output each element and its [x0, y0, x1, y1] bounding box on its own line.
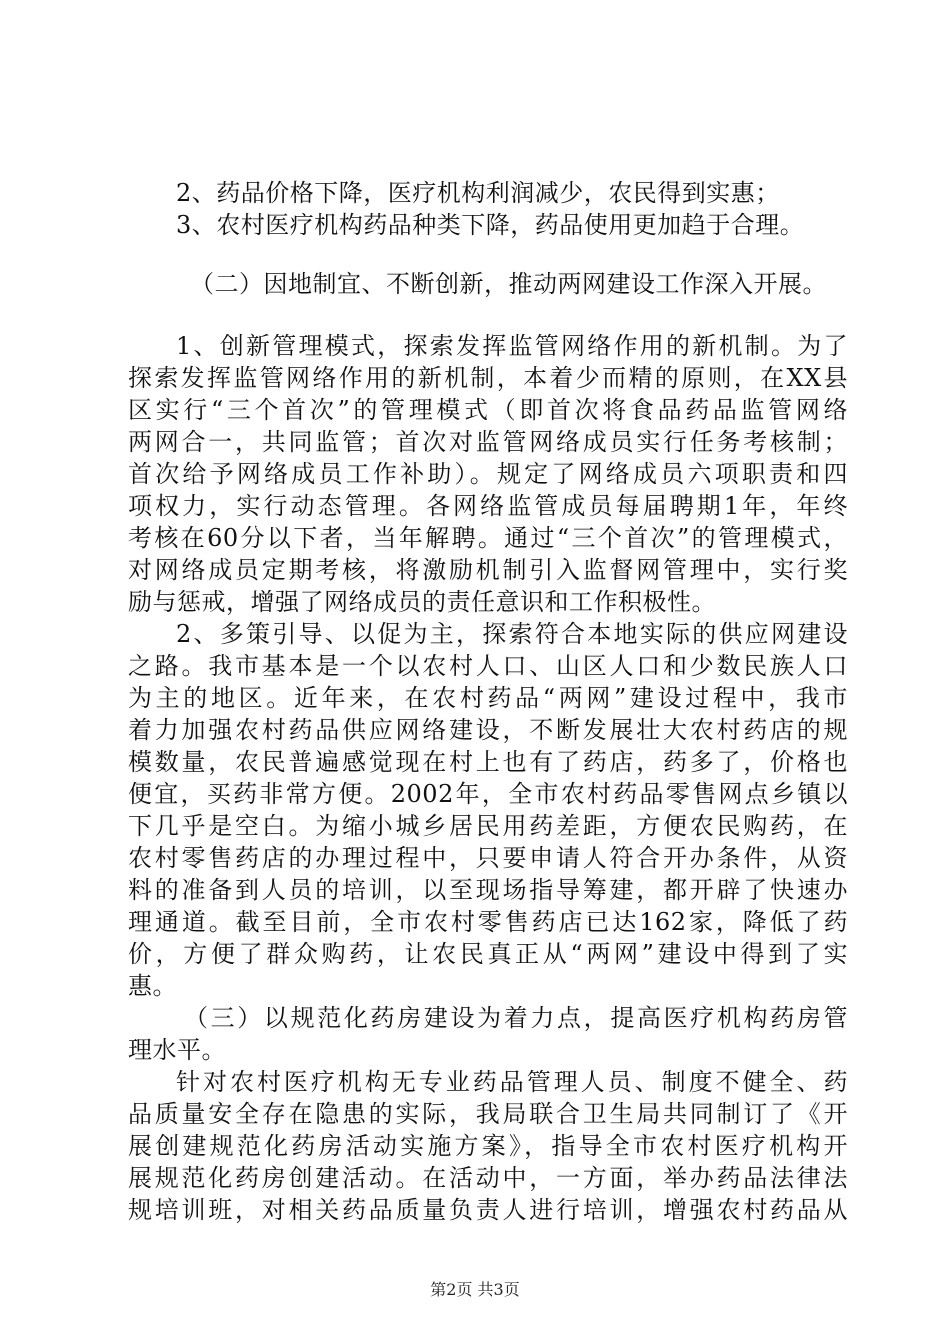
section-heading: （二）因地制宜、不断创新，推动两网建设工作深入开展。	[190, 270, 827, 298]
text-line: 展规范化药房创建活动。在活动中，一方面，举办药品法律法	[128, 1164, 848, 1192]
text-line: 两网合一，共同监管；首次对监管网络成员实行任务考核制；	[128, 428, 848, 456]
text-line: 首次给予网络成员工作补助）。规定了网络成员六项职责和四	[128, 460, 848, 488]
text-line: 针对农村医疗机构无专业药品管理人员、制度不健全、药	[176, 1068, 848, 1096]
text-line: 着力加强农村药品供应网络建设，不断发展壮大农村药店的规	[128, 716, 848, 744]
section-heading: （三）以规范化药房建设为着力点，提高医疗机构药房管	[184, 1004, 848, 1032]
text-line: 规培训班，对相关药品质量负责人进行培训，增强农村药品从	[128, 1196, 848, 1224]
text-line: 之路。我市基本是一个以农村人口、山区人口和少数民族人口	[128, 652, 848, 680]
text-line: 1、创新管理模式，探索发挥监管网络作用的新机制。为了	[176, 332, 848, 360]
text-line: 价，方便了群众购药，让农民真正从“两网”建设中得到了实	[128, 940, 848, 968]
text-line: 便宜，买药非常方便。2002年，全市农村药品零售网点乡镇以	[128, 780, 848, 808]
text-line: 模数量，农民普遍感觉现在村上也有了药店，药多了，价格也	[128, 748, 848, 776]
text-line: 对网络成员定期考核，将激励机制引入监督网管理中，实行奖	[128, 556, 848, 584]
text-line: 探索发挥监管网络作用的新机制，本着少而精的原则，在XX县	[128, 364, 848, 392]
text-line: 农村零售药店的办理过程中，只要申请人符合开办条件，从资	[128, 844, 848, 872]
text-line: 考核在60分以下者，当年解聘。通过“三个首次”的管理模式，	[128, 524, 848, 552]
text-line: 料的准备到人员的培训，以至现场指导筹建，都开辟了快速办	[128, 876, 848, 904]
text-line: 展创建规范化药房活动实施方案》，指导全市农村医疗机构开	[128, 1132, 848, 1160]
text-line: 励与惩戒，增强了网络成员的责任意识和工作积极性。	[128, 588, 716, 616]
text-line: 区实行“三个首次”的管理模式（即首次将食品药品监管网络	[128, 396, 848, 424]
text-line: 为主的地区。近年来，在农村药品“两网”建设过程中，我市	[128, 684, 848, 712]
text-line: 2、药品价格下降，医疗机构利润减少，农民得到实惠；	[176, 179, 780, 207]
text-line: 2、多策引导、以促为主，探索符合本地实际的供应网建设	[176, 620, 848, 648]
text-line: 项权力，实行动态管理。各网络监管成员每届聘期1年，年终	[128, 492, 848, 520]
section-heading: 理水平。	[128, 1036, 226, 1064]
text-line: 理通道。截至目前，全市农村零售药店已达162家，降低了药	[128, 908, 848, 936]
text-line: 惠。	[128, 972, 177, 1000]
text-line: 品质量安全存在隐患的实际，我局联合卫生局共同制订了《开	[128, 1100, 848, 1128]
text-line: 下几乎是空白。为缩小城乡居民用药差距，方便农民购药，在	[128, 812, 848, 840]
text-line: 3、农村医疗机构药品种类下降，药品使用更加趋于合理。	[176, 211, 805, 239]
page-number-footer: 第2页 共3页	[430, 1280, 520, 1299]
